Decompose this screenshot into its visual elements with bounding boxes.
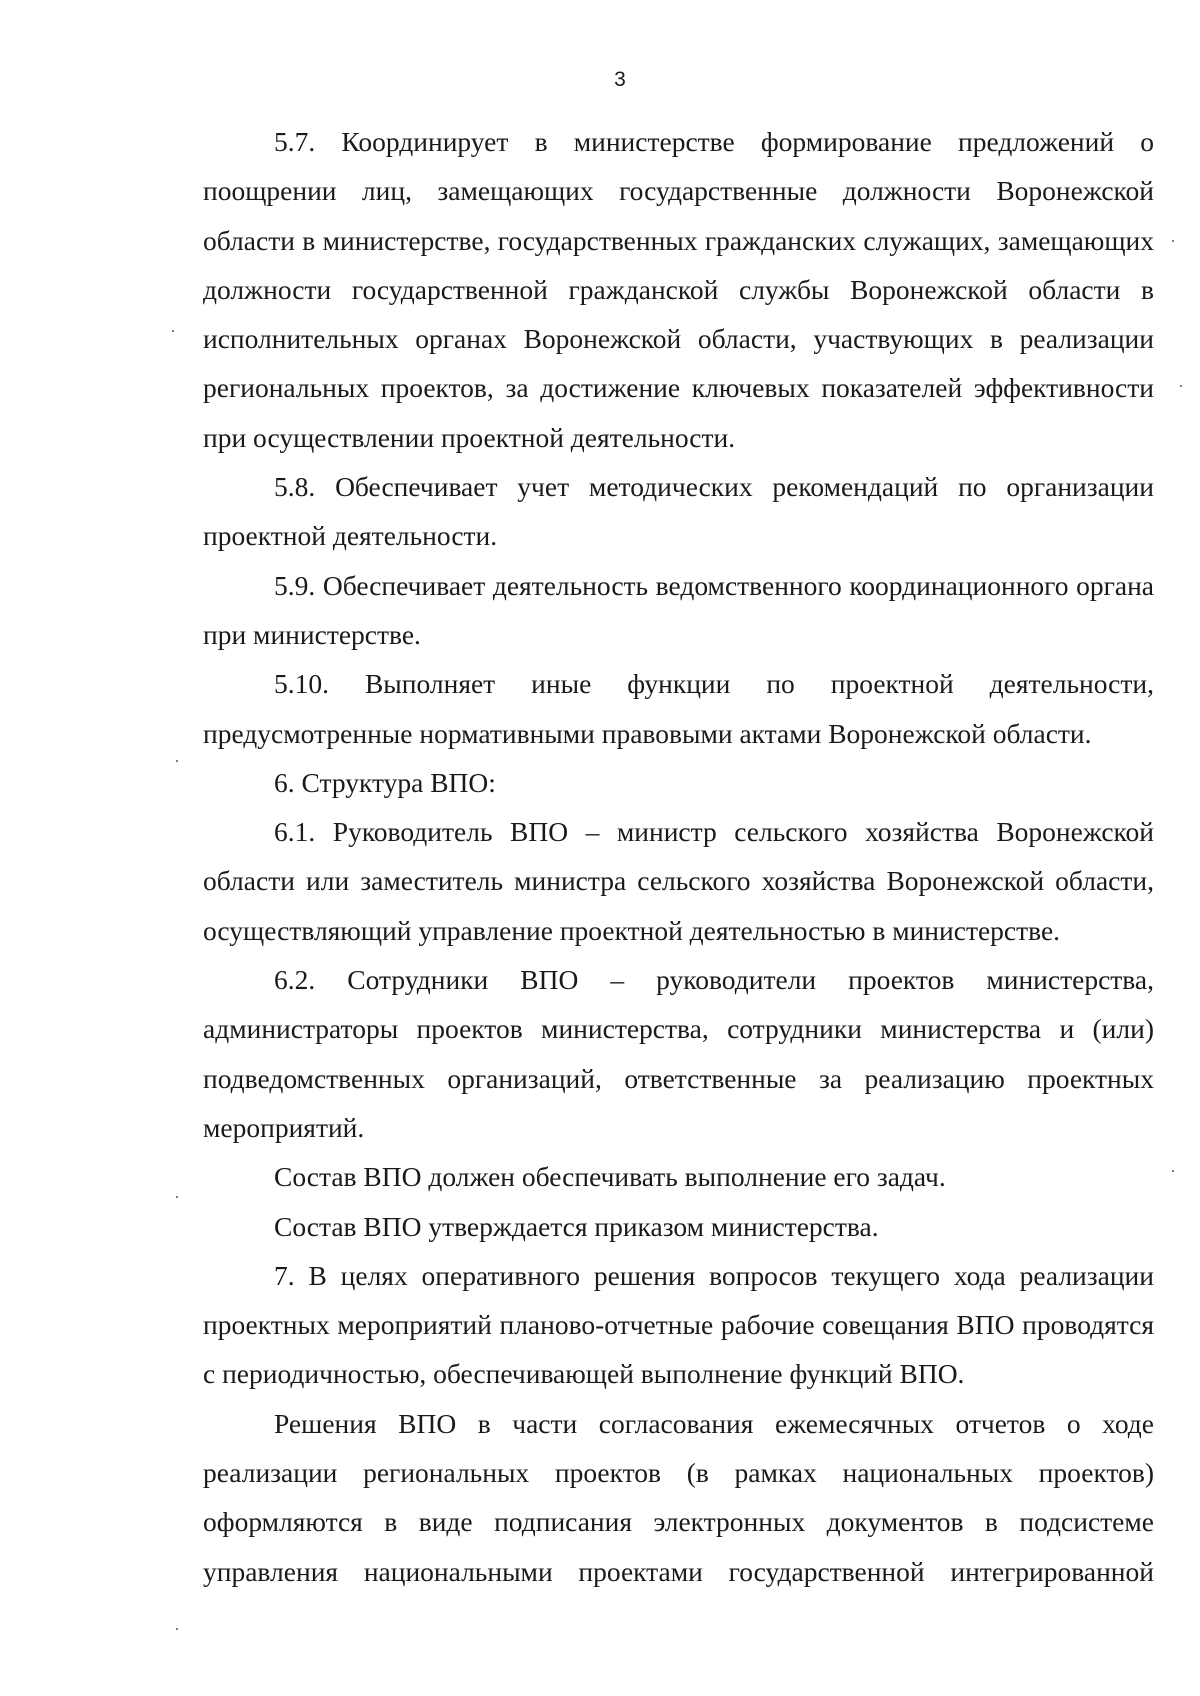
scan-speck [176,1628,178,1630]
paragraph-5-7: 5.7. Координирует в министерстве формирование предложений о поощрении лиц, замещающих государственные должности Воронежской области в министерстве, государственных гражданских служащих, замещающих должности государственной гражданской службы Воронежской области в исполнительных органах Воронежской области, участвующих в реализации региональных проектов, за достижение ключевых показателей эффективности при осуществлении проектной деятельности. [203,126,1154,453]
paragraph-approval: Состав ВПО утверждается приказом министерства. [274,1210,879,1242]
page-number: 3 [614,68,626,91]
paragraph-5-10: 5.10. Выполняет иные функции по проектной деятельности, предусмотренные нормативными правовыми актами Воронежской области. [203,668,1154,749]
paragraph-6-1: 6.1. Руководитель ВПО – министр сельского хозяйства Воронежской области или заместитель министра сельского хозяйства Воронежской области, осуществляющий управление проектной деятельностью в министерстве. [203,816,1154,946]
paragraph-5-9: 5.9. Обеспечивает деятельность ведомственного координационного органа при министерстве. [203,569,1154,650]
scan-speck [172,330,174,332]
scan-speck [176,1196,178,1198]
paragraph-6: 6. Структура ВПО: [274,766,496,798]
paragraph-decisions: Решения ВПО в части согласования ежемесячных отчетов о ходе реализации региональных проектов (в рамках национальных проектов) оформляются в виде подписания электронных документов в подсистеме управления национальными проектами государственной интегрированной [203,1407,1154,1587]
paragraph-6-2: 6.2. Сотрудники ВПО – руководители проектов министерства, администраторы проектов министерства, сотрудники министерства и (или) подведомственных организаций, ответственные за реализацию проектных мероприятий. [203,964,1154,1143]
scan-speck [1180,385,1182,387]
scan-speck [176,760,178,762]
scan-speck [1172,240,1174,242]
scan-speck [1172,1170,1174,1172]
paragraph-composition: Состав ВПО должен обеспечивать выполнение его задач. [274,1161,946,1193]
document-body [203,117,1154,1596]
paragraph-7: 7. В целях оперативного решения вопросов текущего хода реализации проектных мероприятий планово-отчетные рабочие совещания ВПО проводятся с периодичностью, обеспечивающей выполнение функций ВПО. [203,1259,1154,1390]
paragraph-5-8: 5.8. Обеспечивает учет методических рекомендаций по организации проектной деятельности. [203,471,1154,552]
